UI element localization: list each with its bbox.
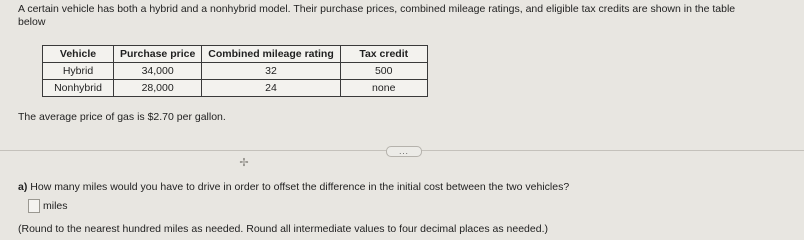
rounding-instruction: (Round to the nearest hundred miles as needed. Round all intermediate values to four decimal places as needed.) [18,223,548,235]
header-purchase-price: Purchase price [114,46,202,63]
cell-mileage: 24 [202,80,340,97]
problem-intro-line1: A certain vehicle has both a hybrid and a nonhybrid model. Their purchase prices, combined mileage ratings, and eligible tax credits are shown in the table [18,3,736,15]
cell-mileage: 32 [202,63,340,80]
header-tax-credit: Tax credit [340,46,427,63]
header-vehicle: Vehicle [43,46,114,63]
question-text: How many miles would you have to drive in order to offset the difference in the initial cost between the two vehicles? [30,181,570,193]
table-header-row [43,46,428,63]
expand-more-button[interactable]: ... [386,146,422,157]
cell-vehicle: Nonhybrid [43,80,114,97]
problem-intro [18,3,802,29]
cell-vehicle: Hybrid [43,63,114,80]
question-label: a) [18,181,28,193]
vehicle-comparison-table [42,45,428,97]
cell-purchase-price: 28,000 [114,80,202,97]
header-combined-mileage: Combined mileage rating [202,46,340,63]
question-a [18,181,569,193]
gas-price-note: The average price of gas is $2.70 per gallon. [18,111,226,123]
cell-purchase-price: 34,000 [114,63,202,80]
table-row [43,80,428,97]
cell-tax-credit: none [340,80,427,97]
table-row [43,63,428,80]
move-handle-icon[interactable]: ✢ [239,157,249,169]
cell-tax-credit: 500 [340,63,427,80]
problem-intro-line2: below [18,16,46,28]
answer-unit: miles [43,200,68,212]
answer-input[interactable] [28,199,40,213]
